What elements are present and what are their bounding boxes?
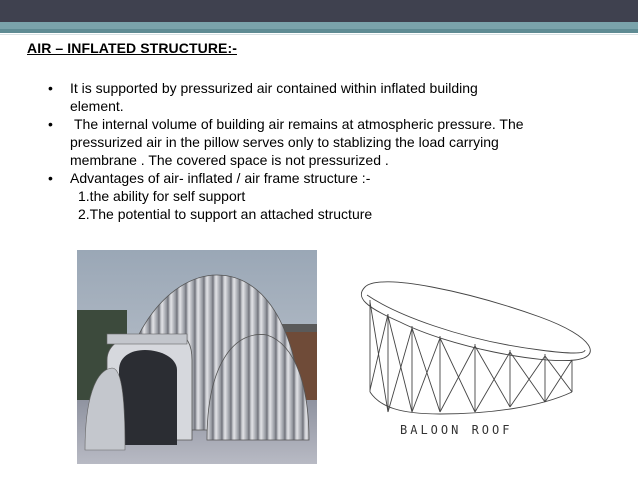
bullet-line: The internal volume of building air remains at atmospheric pressure. The [74,116,524,132]
bullet-line: pressurized air in the pillow serves only to stablizing the load carrying [70,134,499,150]
top-bar [0,0,638,22]
bullet-marker: • [48,116,53,132]
bullet-list [48,79,618,223]
sub-item: 2.The potential to support an attached structure [78,206,373,222]
sub-item: 1.the ability for self support [78,188,246,204]
bullet-line: element. [70,98,124,114]
bullet-line: Advantages of air- inflated / air frame structure :- [70,170,371,186]
header-divider [0,34,638,35]
inflatable-dome-photo [77,250,317,464]
bullet-line: It is supported by pressurized air contained within inflated building [70,80,478,96]
bullet-marker: • [48,170,53,186]
balloon-roof-sketch [340,262,610,462]
bullet-item-1 [48,79,618,115]
bullet-item-3 [48,169,618,223]
top-accent-stripe [0,29,638,33]
bullet-item-2 [48,115,618,169]
bullet-marker: • [48,80,53,96]
slide-title: AIR – INFLATED STRUCTURE:- [27,40,237,56]
bullet-line: membrane . The covered space is not pressurized . [70,152,389,168]
sketch-caption: BALOON ROOF [400,423,513,437]
